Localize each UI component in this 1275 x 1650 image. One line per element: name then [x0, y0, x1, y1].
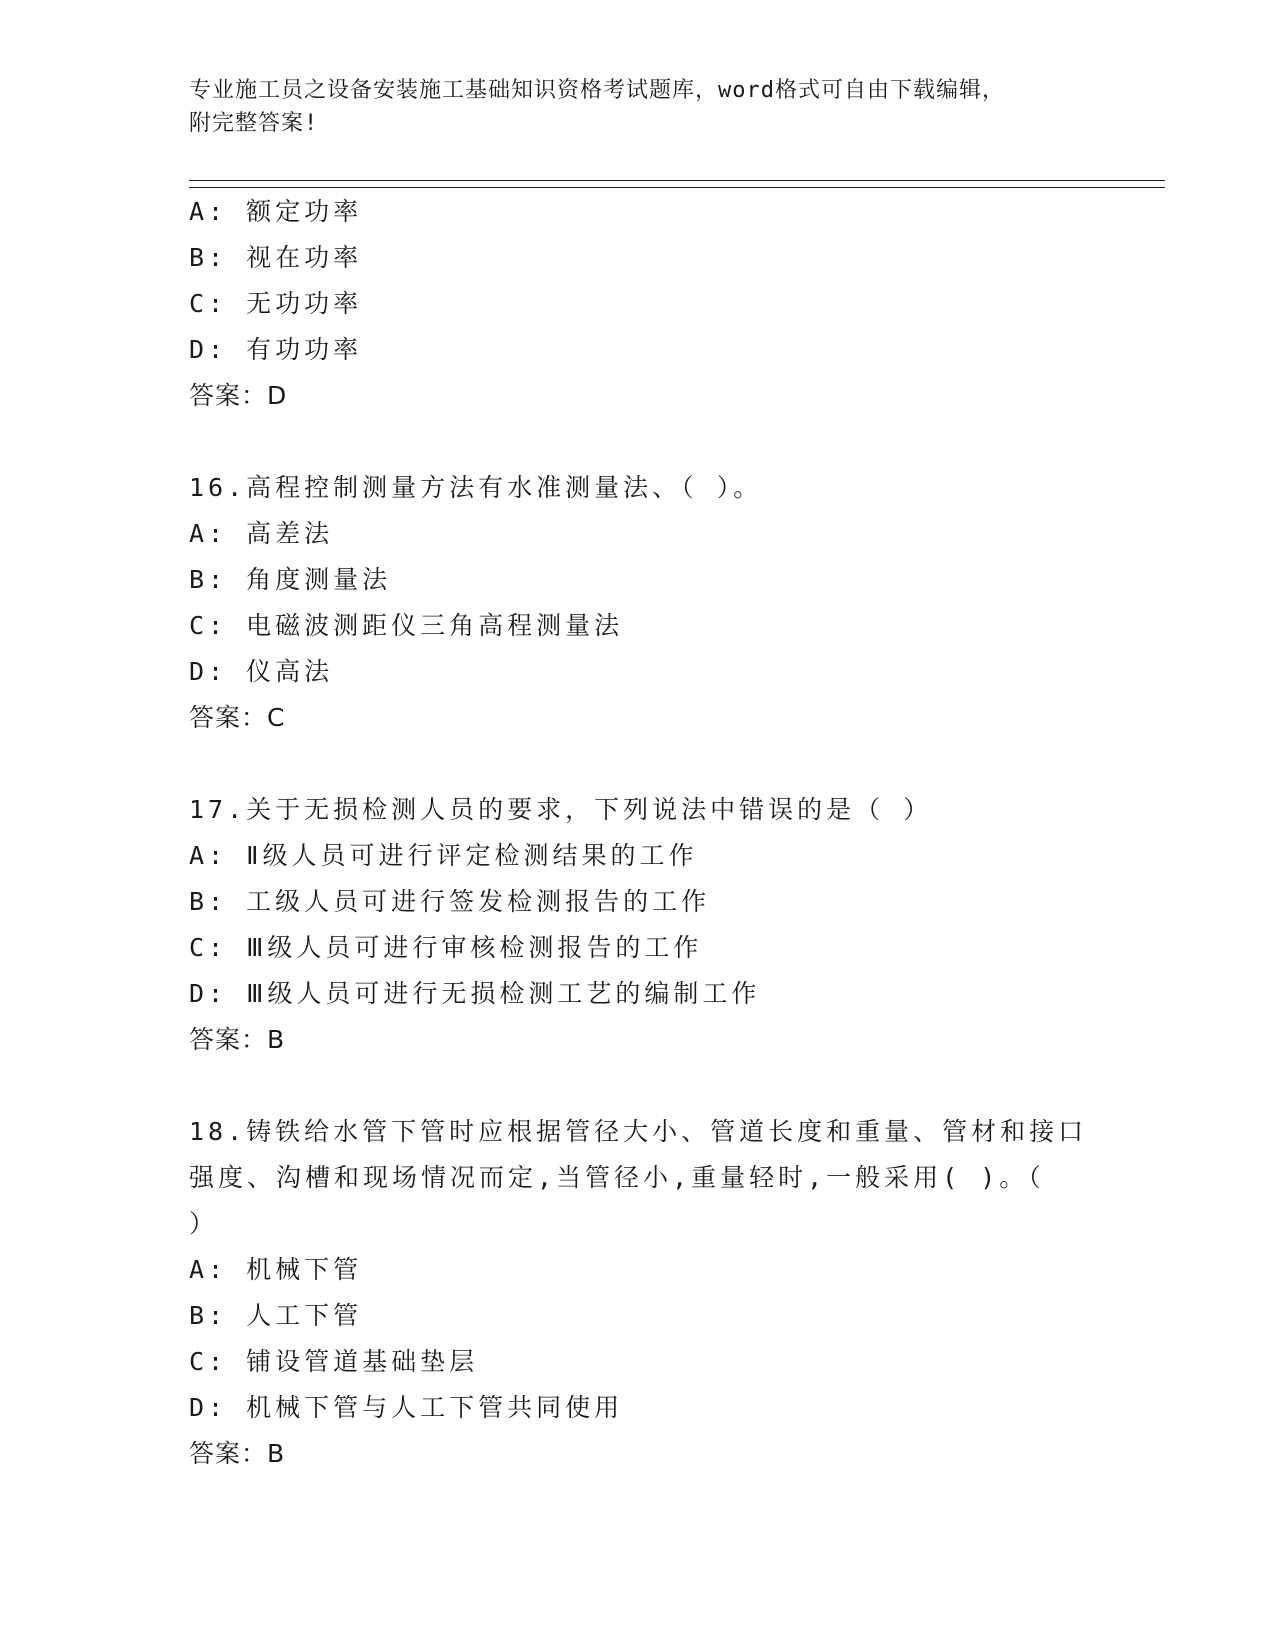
answer: 答案：B	[189, 1439, 286, 1468]
header-line-1: 专业施工员之设备安装施工基础知识资格考试题库，word格式可自由下载编辑，	[189, 78, 1005, 103]
option-c: C: 无功功率	[189, 289, 363, 318]
option-c: C: 电磁波测距仪三角高程测量法	[189, 611, 624, 640]
answer: 答案：C	[189, 703, 286, 732]
question-17	[189, 787, 1169, 1063]
spacer	[189, 419, 1169, 465]
option-a: A: 机械下管	[189, 1255, 363, 1284]
question-stem-line-3: ）	[189, 1209, 219, 1238]
option-d: D: 机械下管与人工下管共同使用	[189, 1393, 624, 1422]
question-15	[189, 189, 1169, 419]
option-d: D: 仪高法	[189, 657, 334, 686]
question-18	[189, 1109, 1169, 1477]
option-b: B: 角度测量法	[189, 565, 392, 594]
spacer	[189, 741, 1169, 787]
question-list	[189, 189, 1169, 1477]
question-stem: 17.关于无损检测人员的要求，下列说法中错误的是（ ）	[189, 795, 933, 824]
option-a: A: 高差法	[189, 519, 334, 548]
option-a: A: Ⅱ级人员可进行评定检测结果的工作	[189, 841, 698, 870]
question-stem: 16.高程控制测量方法有水准测量法、（ ）。	[189, 473, 763, 502]
option-a: A: 额定功率	[189, 197, 363, 226]
header-line-2: 附完整答案!	[189, 111, 319, 136]
document-header	[189, 74, 1109, 140]
answer: 答案：B	[189, 1025, 286, 1054]
option-c: C: Ⅲ级人员可进行审核检测报告的工作	[189, 933, 703, 962]
option-d: D: Ⅲ级人员可进行无损检测工艺的编制工作	[189, 979, 761, 1008]
option-b: B: 视在功率	[189, 243, 363, 272]
option-c: C: 铺设管道基础垫层	[189, 1347, 479, 1376]
option-b: B: 工级人员可进行签发检测报告的工作	[189, 887, 711, 916]
header-divider	[189, 180, 1165, 188]
option-d: D: 有功功率	[189, 335, 363, 364]
question-stem-line-2: 强度、沟槽和现场情况而定,当管径小,重量轻时,一般采用( )。（	[189, 1163, 1045, 1192]
option-b: B: 人工下管	[189, 1301, 363, 1330]
spacer	[189, 1063, 1169, 1109]
question-16	[189, 465, 1169, 741]
question-stem-line-1: 18.铸铁给水管下管时应根据管径大小、管道长度和重量、管材和接口	[189, 1117, 1088, 1146]
answer: 答案：D	[189, 381, 288, 410]
